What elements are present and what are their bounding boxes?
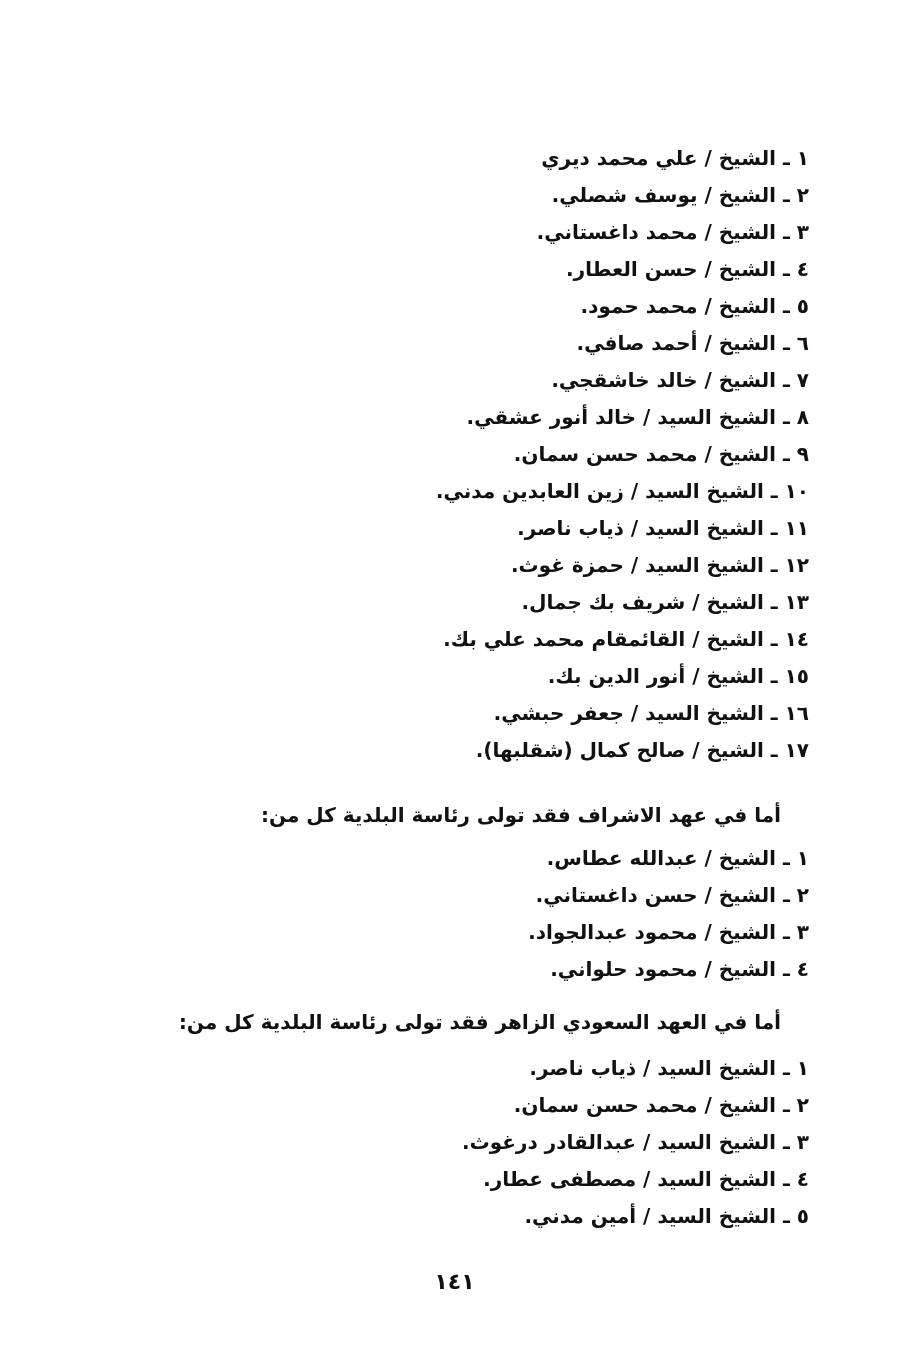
list-item: ١٢ ـ الشيخ السيد / حمزة غوث. (510, 553, 809, 577)
list-item: ١٦ ـ الشيخ السيد / جعفر حبشي. (493, 701, 809, 725)
list-item: ١٠ ـ الشيخ السيد / زين العابدين مدني. (435, 479, 809, 503)
list-item: ١ ـ الشيخ / علي محمد ديري (541, 146, 809, 170)
page-number: ١٤١ (434, 1270, 475, 1295)
list-item: ٥ ـ الشيخ / محمد حمود. (580, 294, 809, 318)
section-intro-ashraf: أما في عهد الاشراف فقد تولى رئاسة البلدية كل من: (260, 803, 781, 827)
list-item: ٩ ـ الشيخ / محمد حسن سمان. (513, 442, 809, 466)
list-item: ٧ ـ الشيخ / خالد خاشقجي. (551, 368, 809, 392)
list-item: ١٥ ـ الشيخ / أنور الدين بك. (547, 664, 809, 688)
list-item: ٦ ـ الشيخ / أحمد صافي. (576, 331, 809, 355)
mayors-list-ottoman (436, 140, 809, 769)
list-item: ١٤ ـ الشيخ / القائمقام محمد علي بك. (443, 627, 809, 651)
list-item: ٢ ـ الشيخ / يوسف شصلي. (551, 183, 809, 207)
list-item: ١ ـ الشيخ السيد / ذياب ناصر. (529, 1056, 809, 1080)
list-item: ٣ ـ الشيخ / محمود عبدالجواد. (528, 920, 809, 944)
list-item: ١١ ـ الشيخ السيد / ذياب ناصر. (517, 516, 809, 540)
list-item: ١٧ ـ الشيخ / صالح كمال (شقلبها). (475, 738, 809, 762)
list-item: ٤ ـ الشيخ / حسن العطار. (566, 257, 809, 281)
section-intro-saudi: أما في العهد السعودي الزاهر فقد تولى رئاسة البلدية كل من: (178, 1010, 781, 1034)
list-item: ٤ ـ الشيخ السيد / مصطفى عطار. (483, 1167, 809, 1191)
list-item: ٣ ـ الشيخ السيد / عبدالقادر درغوث. (462, 1130, 809, 1154)
list-item: ٨ ـ الشيخ السيد / خالد أنور عشقي. (466, 405, 809, 429)
list-item: ٢ ـ الشيخ / محمد حسن سمان. (513, 1093, 809, 1117)
list-item: ١٣ ـ الشيخ / شريف بك جمال. (521, 590, 809, 614)
mayors-list-ashraf (528, 840, 809, 988)
list-item: ٥ ـ الشيخ السيد / أمين مدني. (524, 1204, 809, 1228)
mayors-list-saudi (462, 1050, 809, 1235)
list-item: ٢ ـ الشيخ / حسن داغستاني. (535, 883, 809, 907)
list-item: ٤ ـ الشيخ / محمود حلواني. (550, 957, 809, 981)
list-item: ٣ ـ الشيخ / محمد داغستاني. (536, 220, 809, 244)
list-item: ١ ـ الشيخ / عبدالله عطاس. (546, 846, 809, 870)
